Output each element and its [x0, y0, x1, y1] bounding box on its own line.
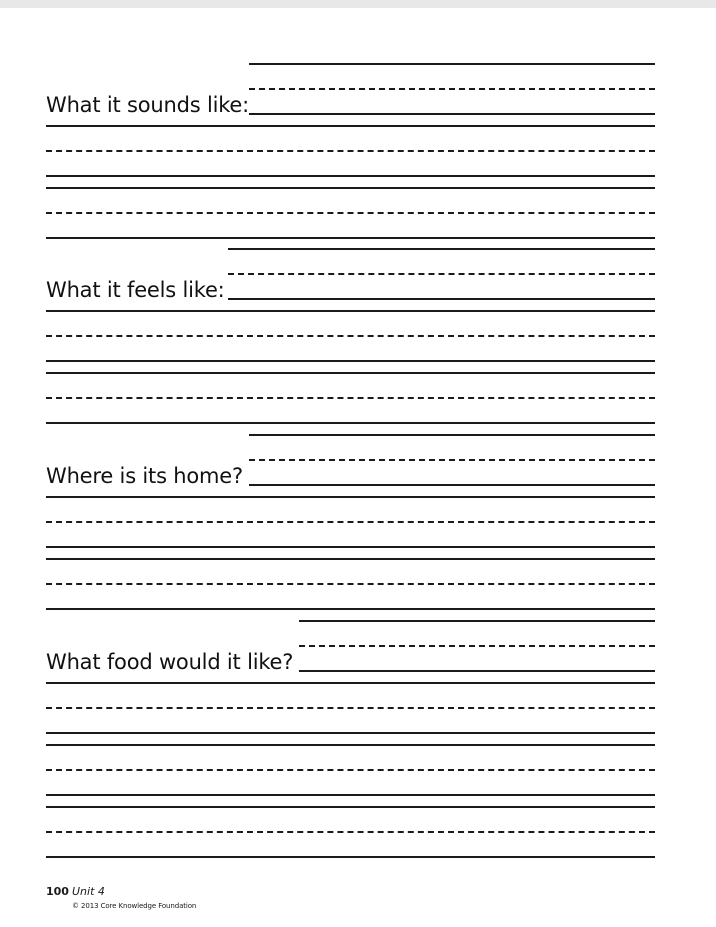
writing-top-line[interactable] [46, 806, 655, 808]
writing-base-line[interactable] [46, 856, 655, 858]
writing-mid-line[interactable] [249, 459, 655, 461]
writing-base-line[interactable] [46, 732, 655, 734]
writing-top-line[interactable] [46, 125, 655, 127]
prompt-label: What it feels like: [46, 278, 225, 302]
writing-top-line[interactable] [249, 434, 655, 436]
writing-base-line[interactable] [46, 175, 655, 177]
writing-base-line[interactable] [46, 360, 655, 362]
writing-mid-line[interactable] [249, 88, 655, 90]
copyright-notice: © 2013 Core Knowledge Foundation [72, 902, 197, 910]
writing-top-line[interactable] [46, 187, 655, 189]
writing-base-line[interactable] [228, 298, 655, 300]
writing-base-line[interactable] [46, 237, 655, 239]
prompt-label: What it sounds like: [46, 93, 250, 117]
writing-mid-line[interactable] [46, 707, 655, 709]
writing-base-line[interactable] [249, 484, 655, 486]
writing-base-line[interactable] [46, 608, 655, 610]
writing-mid-line[interactable] [228, 273, 655, 275]
writing-top-line[interactable] [249, 63, 655, 65]
writing-top-line[interactable] [46, 496, 655, 498]
writing-top-line[interactable] [46, 558, 655, 560]
prompt-label: What food would it like? [46, 650, 294, 674]
prompt-label: Where is its home? [46, 464, 243, 488]
writing-top-line[interactable] [299, 620, 655, 622]
writing-mid-line[interactable] [46, 521, 655, 523]
writing-mid-line[interactable] [46, 831, 655, 833]
writing-top-line[interactable] [46, 744, 655, 746]
writing-mid-line[interactable] [299, 645, 655, 647]
writing-mid-line[interactable] [46, 212, 655, 214]
writing-base-line[interactable] [46, 546, 655, 548]
writing-base-line[interactable] [46, 794, 655, 796]
unit-label: Unit 4 [72, 885, 105, 898]
writing-mid-line[interactable] [46, 769, 655, 771]
writing-base-line[interactable] [249, 113, 655, 115]
writing-mid-line[interactable] [46, 150, 655, 152]
writing-top-line[interactable] [46, 310, 655, 312]
top-bar [0, 0, 716, 8]
writing-mid-line[interactable] [46, 397, 655, 399]
writing-base-line[interactable] [299, 670, 655, 672]
writing-top-line[interactable] [46, 682, 655, 684]
writing-top-line[interactable] [46, 372, 655, 374]
writing-top-line[interactable] [228, 248, 655, 250]
writing-mid-line[interactable] [46, 335, 655, 337]
writing-mid-line[interactable] [46, 583, 655, 585]
page-number: 100 [46, 885, 69, 898]
writing-base-line[interactable] [46, 422, 655, 424]
